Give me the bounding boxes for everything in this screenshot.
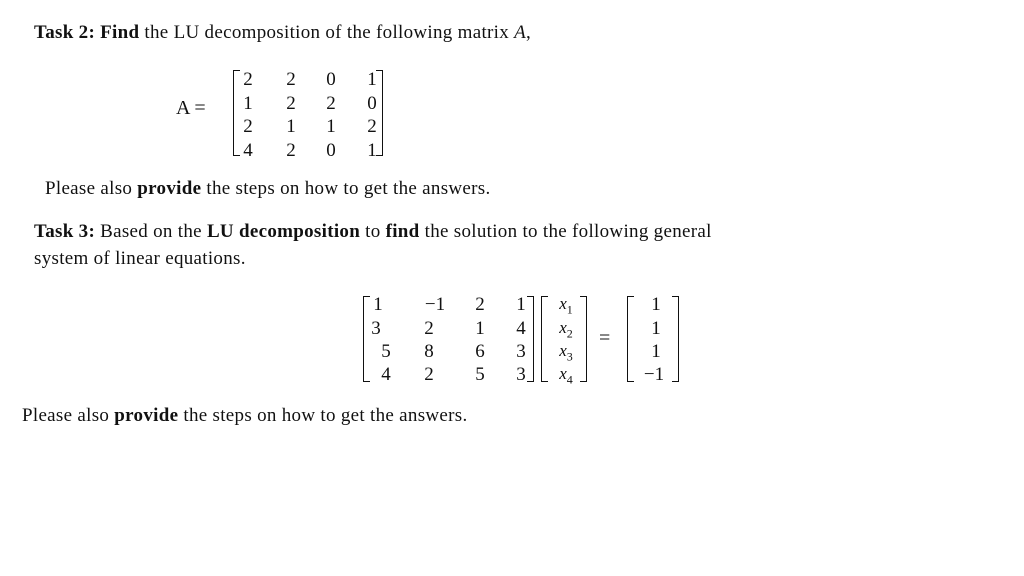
task2-comma: , [526, 22, 532, 43]
matrix-a-cell: 0 [326, 140, 336, 161]
coeff-cell: 1 [516, 294, 526, 315]
matrix-a-cell: 2 [367, 116, 377, 137]
rhs-cell: 1 [651, 341, 661, 362]
coeff-cell: 3 [516, 341, 526, 362]
task3-note-pre: Please also [22, 405, 110, 426]
matrix-a-cell: 2 [286, 140, 296, 161]
matrix-a-cell: 1 [326, 116, 336, 137]
matrix-a-cell: 0 [326, 69, 336, 90]
matrix-a-cell: 1 [367, 140, 377, 161]
coeff-cell: 2 [475, 294, 485, 315]
coeff-cell: −1 [424, 294, 446, 315]
matrix-a-cell: 0 [367, 93, 377, 114]
matrix-a-cell: 4 [243, 140, 253, 161]
task3-note [22, 405, 468, 427]
task2-note-bold: provide [137, 178, 202, 199]
coeff-cell: 3 [516, 364, 526, 385]
coeff-cell: 3 [371, 318, 381, 339]
coeff-cell: 6 [475, 341, 485, 362]
matrix-a-cell: 2 [243, 69, 253, 90]
task2-matrix-symbol: A [514, 22, 527, 43]
task3-note-post: the steps on how to get the answers. [183, 405, 468, 426]
var-x2: $x_2$ [559, 318, 573, 341]
coeff-cell: 1 [373, 294, 383, 315]
task3-find: find [385, 221, 420, 242]
coeff-cell: 5 [475, 364, 485, 385]
vars-left-bracket [541, 296, 548, 382]
coeff-cell: 1 [475, 318, 485, 339]
coeff-cell: 5 [381, 341, 391, 362]
matrix-a-cell: 2 [286, 93, 296, 114]
task2-text: the LU decomposition of the following matrix [144, 22, 510, 43]
rhs-cell: 1 [651, 294, 661, 315]
matrix-a-cell: 2 [326, 93, 336, 114]
matrix-a-cell: 1 [286, 116, 296, 137]
matrix-a-cell: 1 [367, 69, 377, 90]
task2-heading-line [34, 22, 531, 44]
rhs-left-bracket [627, 296, 634, 382]
vars-right-bracket [580, 296, 587, 382]
equals-sign: = [599, 327, 611, 349]
task3-text3: the solution to the following general [424, 221, 712, 242]
task2-find: Find [100, 22, 140, 43]
task2-note-post: the steps on how to get the answers. [206, 178, 491, 199]
task2-note [45, 178, 491, 200]
task2-label: Task 2: [34, 22, 96, 43]
matrix-a-cell: 1 [243, 93, 253, 114]
coeff-cell: 8 [424, 341, 434, 362]
coeff-cell: 4 [381, 364, 391, 385]
task3-note-bold: provide [114, 405, 179, 426]
coeff-cell: 4 [516, 318, 526, 339]
var-x4: $x_4$ [559, 364, 573, 387]
var-x3: $x_3$ [559, 341, 573, 364]
task3-heading-line [34, 221, 712, 243]
var-x1: $x_1$ [559, 294, 573, 317]
coeff-cell: 2 [424, 364, 434, 385]
task3-text1: Based on the [100, 221, 202, 242]
task3-line2: system of linear equations. [34, 248, 246, 269]
task2-note-pre: Please also [45, 178, 133, 199]
rhs-cell: 1 [651, 318, 661, 339]
task3-text2: to [365, 221, 381, 242]
task3-label: Task 3: [34, 221, 96, 242]
matrix-a-cell: 2 [243, 116, 253, 137]
task3-lu: LU decomposition [206, 221, 361, 242]
matrix-a-cell: 2 [286, 69, 296, 90]
coeff-cell: 2 [424, 318, 434, 339]
rhs-cell: −1 [643, 364, 665, 385]
matrix-a-label: A = [176, 97, 206, 119]
